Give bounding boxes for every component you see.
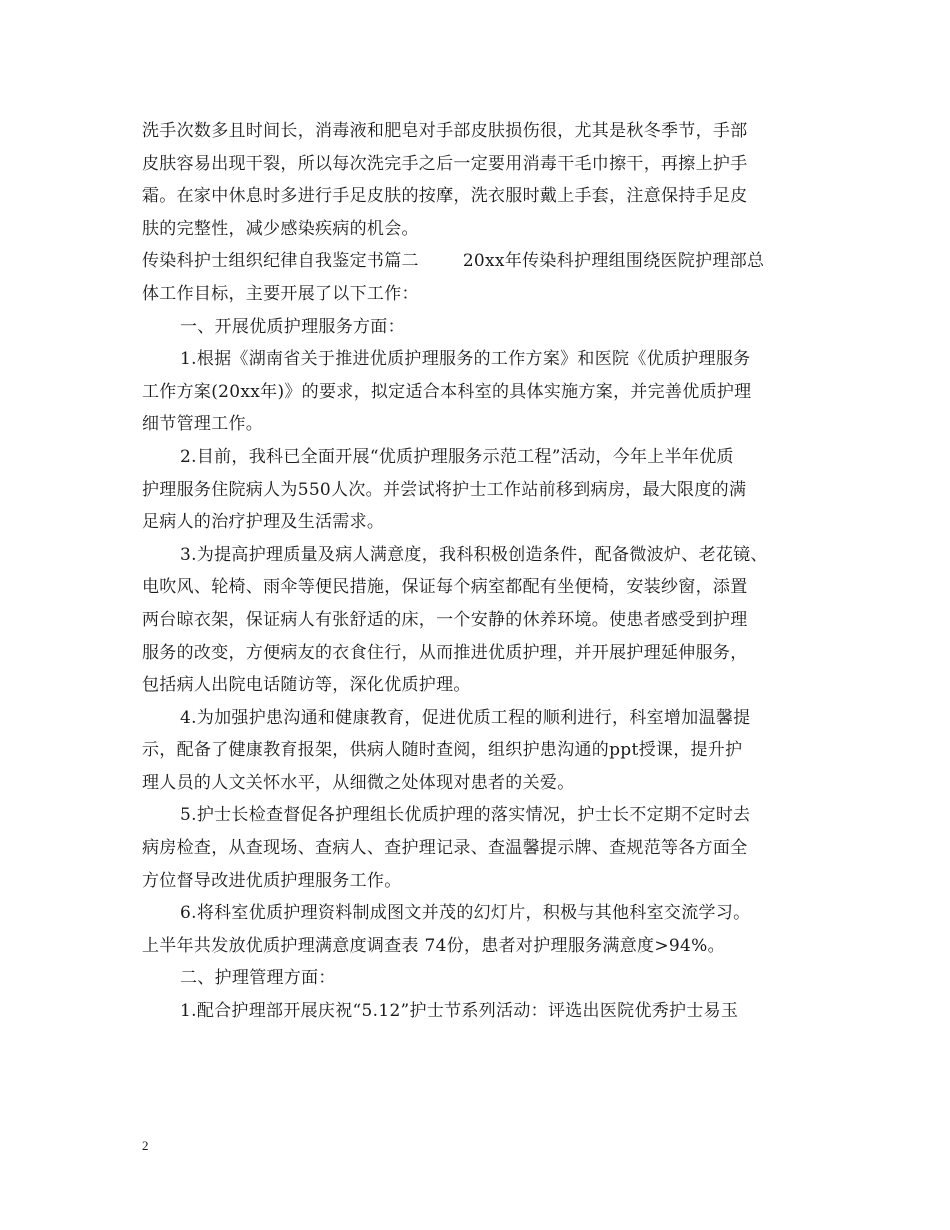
- page-number: 2: [142, 1138, 149, 1153]
- paragraph-line: 洗手次数多且时间长，消毒液和肥皂对手部皮肤损伤很，尤其是秋冬季节，手部: [142, 121, 748, 141]
- item-line: 电吹风、轮椅、雨伞等便民措施，保证每个病室都配有坐便椅，安装纱窗，添置: [142, 577, 748, 598]
- item-line: 2.目前，我科已全面开展“优质护理服务示范工程”活动，今年上半年优质: [180, 446, 734, 467]
- item-line: 细节管理工作。: [142, 414, 264, 435]
- item-line: 工作方案(20xx年)》的要求，拟定适合本科室的具体实施方案，并完善优质护理: [142, 381, 752, 402]
- paragraph-line: 霜。在家中休息时多进行手足皮肤的按摩，洗衣服时戴上手套，注意保持手足皮: [142, 186, 748, 207]
- heading-title: 传染科护士组织纪律自我鉴定书篇二: [142, 251, 419, 272]
- item-line: 5.护士长检查督促各护理组长优质护理的落实情况，护士长不定期不定时去: [180, 805, 751, 826]
- item-line: 4.为加强护患沟通和健康教育，促进优质工程的顺利进行，科室增加温馨提: [180, 707, 751, 728]
- heading-continuation: 体工作目标，主要开展了以下工作：: [142, 283, 419, 304]
- paragraph-line: 肤的完整性，减少感染疾病的机会。: [142, 218, 419, 239]
- item-line: 上半年共发放优质护理满意度调查表 74份，患者对护理服务满意度>94%。: [142, 935, 725, 956]
- item-line: 理人员的人文关怀水平，从细微之处体现对患者的关爱。: [142, 772, 575, 793]
- document-body: [142, 115, 818, 1028]
- item-line: 足病人的治疗护理及生活需求。: [142, 512, 385, 533]
- heading-line: [142, 245, 818, 278]
- item-line: 服务的改变，方便病友的衣食住行，从而推进优质护理，并开展护理延伸服务，: [142, 642, 748, 663]
- section-title: 二、护理管理方面：: [180, 968, 336, 989]
- item-line: 6.将科室优质护理资料制成图文并茂的幻灯片，积极与其他科室交流学习。: [180, 903, 751, 924]
- heading-rest: 20xx年传染科护理组围绕医院护理部总: [462, 251, 765, 272]
- item-line: 护理服务住院病人为550人次。并尝试将护士工作站前移到病房，最大限度的满: [142, 479, 747, 500]
- item-line: 方位督导改进优质护理服务工作。: [142, 870, 402, 891]
- paragraph-line: 皮肤容易出现干裂，所以每次洗完手之后一定要用消毒干毛巾擦干，再擦上护手: [142, 153, 748, 174]
- item-line: 3.为提高护理质量及病人满意度，我科积极创造条件，配备微波炉、老花镜、: [180, 544, 768, 565]
- item-line: 包括病人出院电话随访等，深化优质护理。: [142, 675, 471, 696]
- item-line: 1.配合护理部开展庆祝“5.12”护士节系列活动：评选出医院优秀护士易玉: [180, 1001, 739, 1022]
- item-line: 病房检查，从查现场、查病人、查护理记录、查温馨提示牌、查规范等各方面全: [142, 838, 748, 859]
- item-line: 示，配备了健康教育报架，供病人随时查阅，组织护患沟通的ppt授课，提升护: [142, 740, 743, 761]
- section-title: 一、开展优质护理服务方面：: [180, 316, 405, 337]
- item-line: 两台晾衣架，保证病人有张舒适的床，一个安静的休养环境。使患者感受到护理: [142, 609, 748, 630]
- item-line: 1.根据《湖南省关于推进优质护理服务的工作方案》和医院《优质护理服务: [180, 349, 751, 370]
